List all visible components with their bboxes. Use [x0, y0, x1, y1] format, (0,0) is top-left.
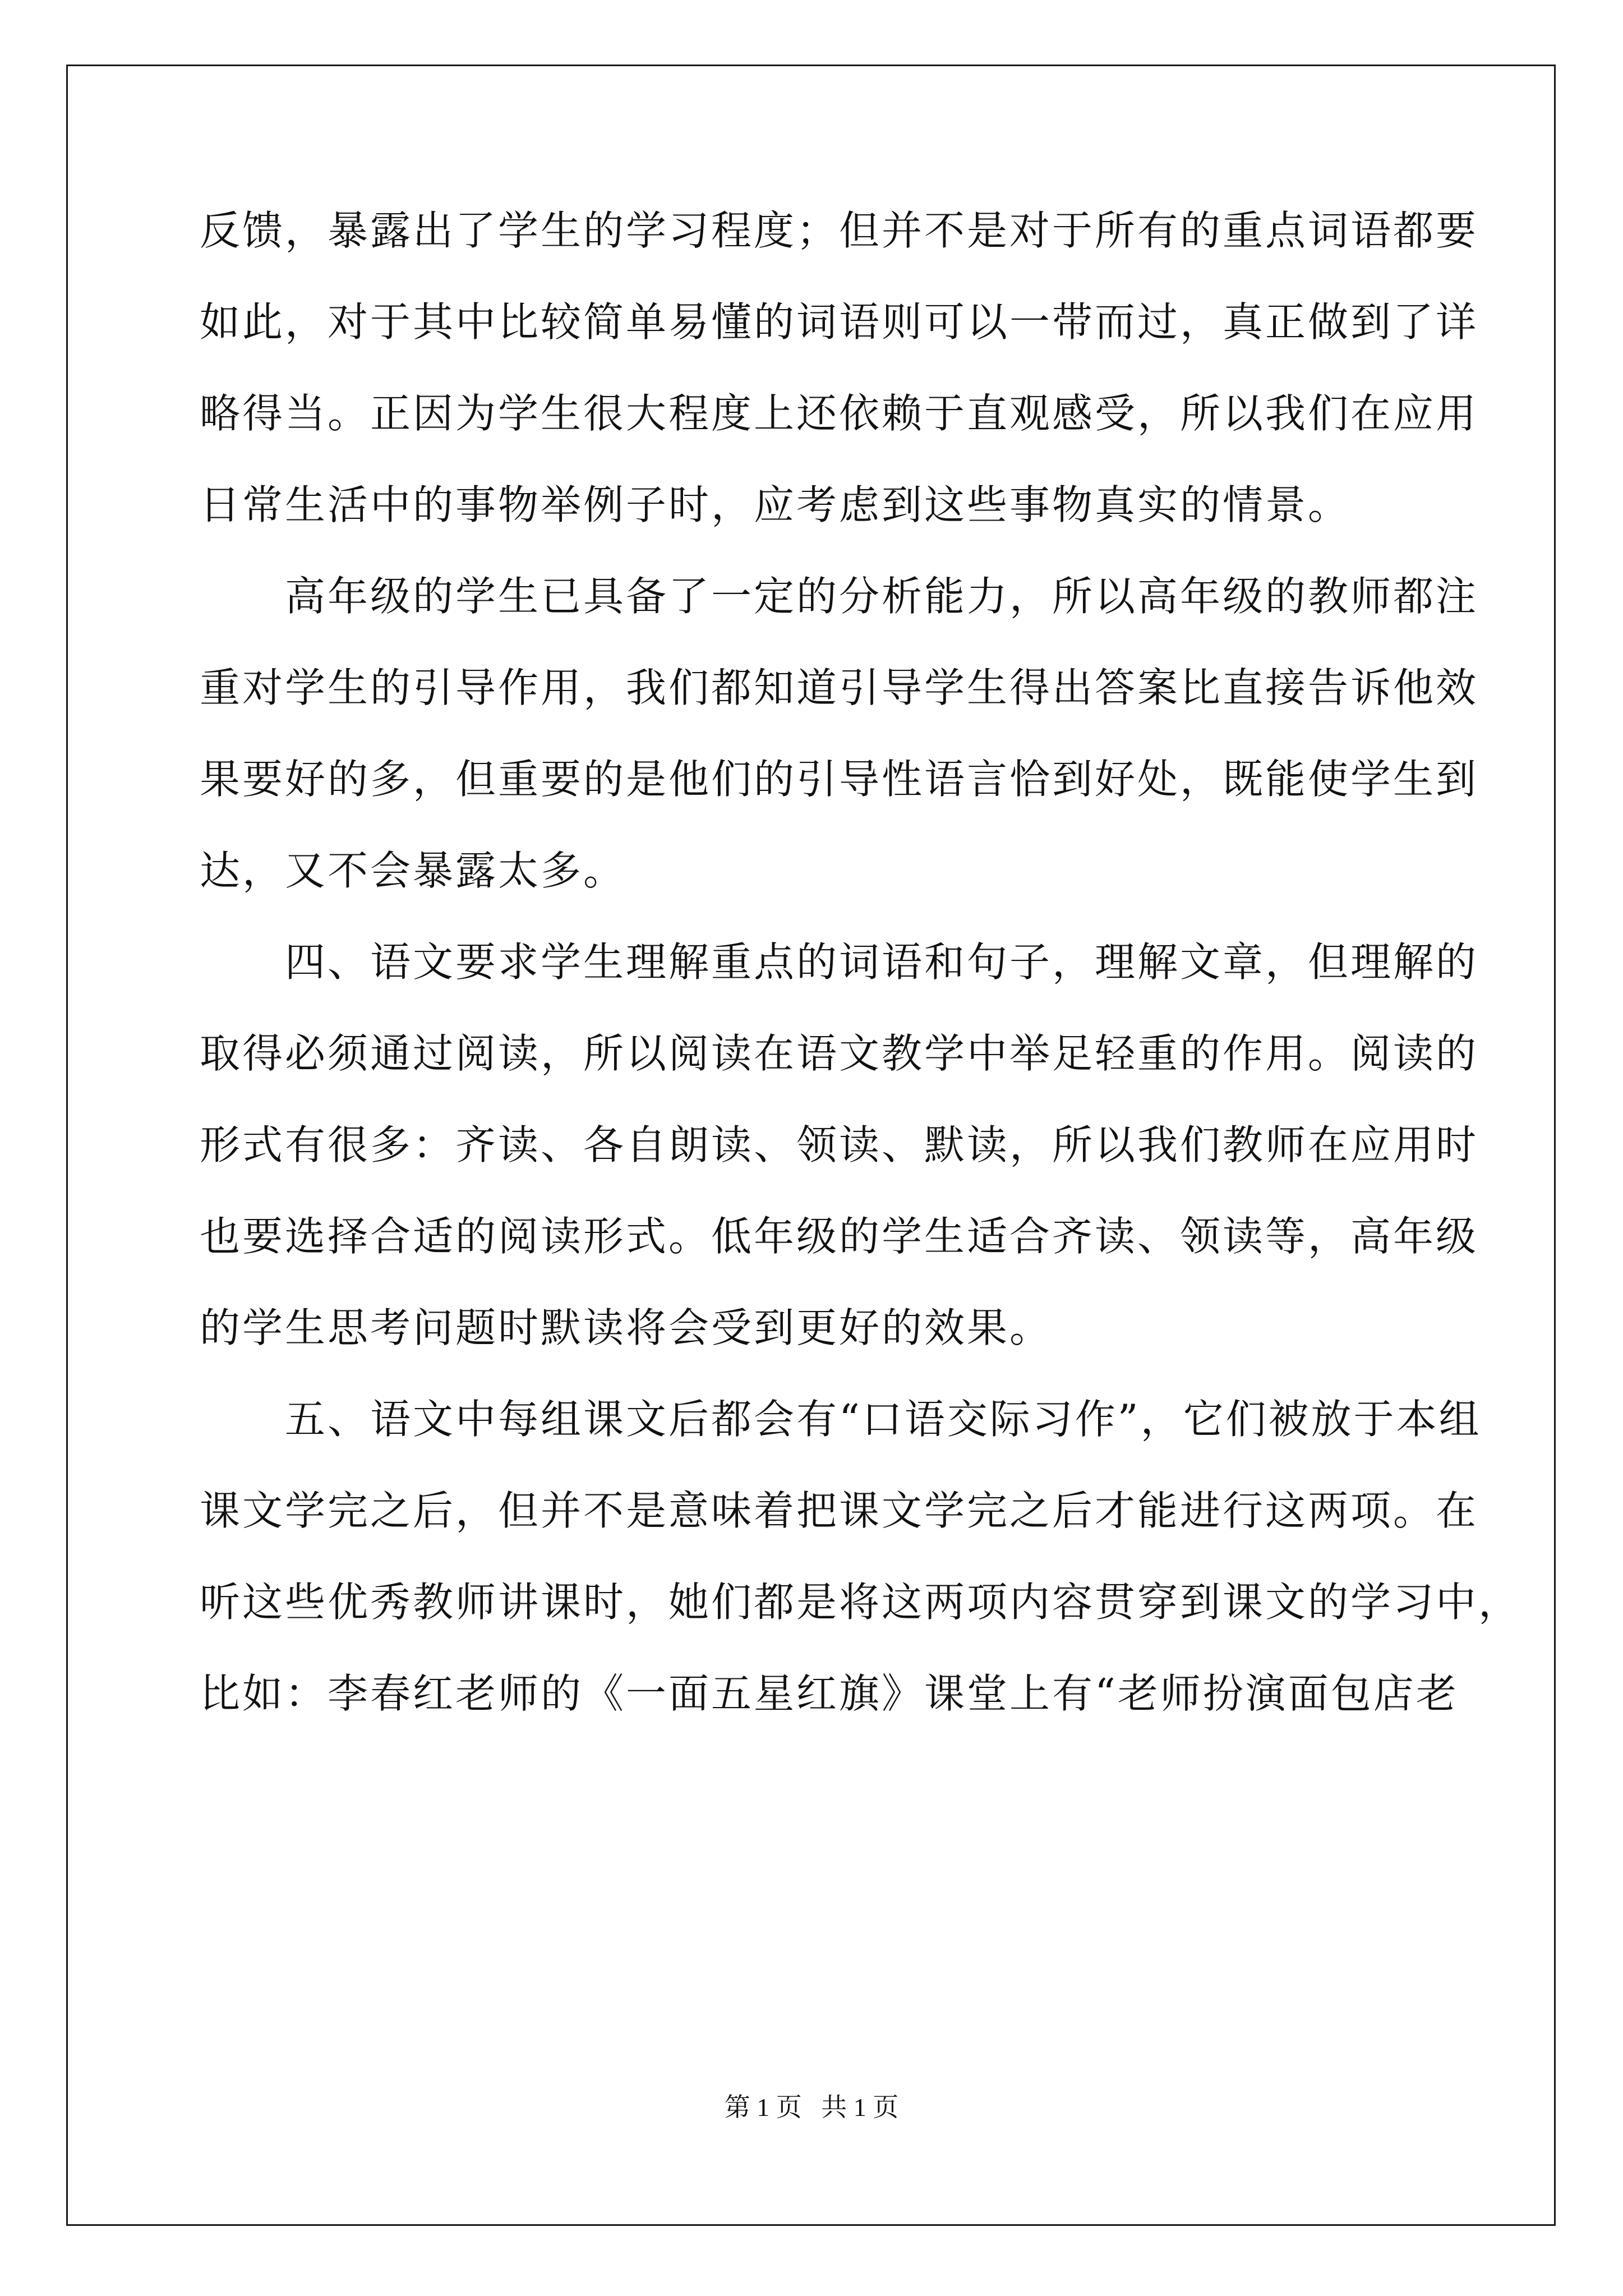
page-footer — [0, 2091, 1623, 2124]
paragraph-1 — [200, 185, 1479, 551]
paragraph-3 — [200, 917, 1479, 1374]
text-line: 形式有很多：齐读、各自朗读、领读、默读，所以我们教师在应用时 — [200, 1121, 1479, 1168]
document-body — [200, 185, 1521, 1740]
text-line: 反馈，暴露出了学生的学习程度；但并不是对于所有的重点词语都要 — [200, 207, 1479, 254]
text-line: 达，又不会暴露太多。 — [200, 847, 626, 894]
text-line: 课文学完之后，但并不是意味着把课文学完之后才能进行这两项。在 — [200, 1487, 1479, 1534]
paragraph-4 — [200, 1374, 1521, 1740]
page-total: 共 1 页 — [821, 2093, 899, 2122]
text-line: 略得当。正因为学生很大程度上还依赖于直观感受，所以我们在应用 — [200, 390, 1479, 437]
text-line: 的学生思考问题时默读将会受到更好的效果。 — [200, 1304, 1053, 1351]
text-line: 高年级的学生已具备了一定的分析能力，所以高年级的教师都注 — [285, 573, 1479, 620]
text-line: 也要选择合适的阅读形式。低年级的学生适合齐读、领读等，高年级 — [200, 1213, 1479, 1260]
text-line: 取得必须通过阅读，所以阅读在语文教学中举足轻重的作用。阅读的 — [200, 1030, 1479, 1077]
text-line: 比如：李春红老师的《一面五星红旗》课堂上有“老师扮演面包店老 — [200, 1670, 1459, 1717]
text-line: 日常生活中的事物举例子时，应考虑到这些事物真实的情景。 — [200, 481, 1351, 528]
page-number: 第 1 页 — [724, 2093, 802, 2122]
text-line: 五、语文中每组课文后都会有“口语交际习作”，它们被放于本组 — [285, 1396, 1482, 1443]
text-line: 四、语文要求学生理解重点的词语和句子，理解文章，但理解的 — [285, 938, 1479, 986]
text-line: 重对学生的引导作用，我们都知道引导学生得出答案比直接告诉他效 — [200, 664, 1479, 711]
text-line: 果要好的多，但重要的是他们的引导性语言恰到好处，既能使学生到 — [200, 756, 1479, 803]
text-line: 听这些优秀教师讲课时，她们都是将这两项内容贯穿到课文的学习中， — [200, 1579, 1521, 1626]
paragraph-2 — [200, 551, 1479, 917]
text-line: 如此，对于其中比较简单易懂的词语则可以一带而过，真正做到了详 — [200, 298, 1479, 346]
